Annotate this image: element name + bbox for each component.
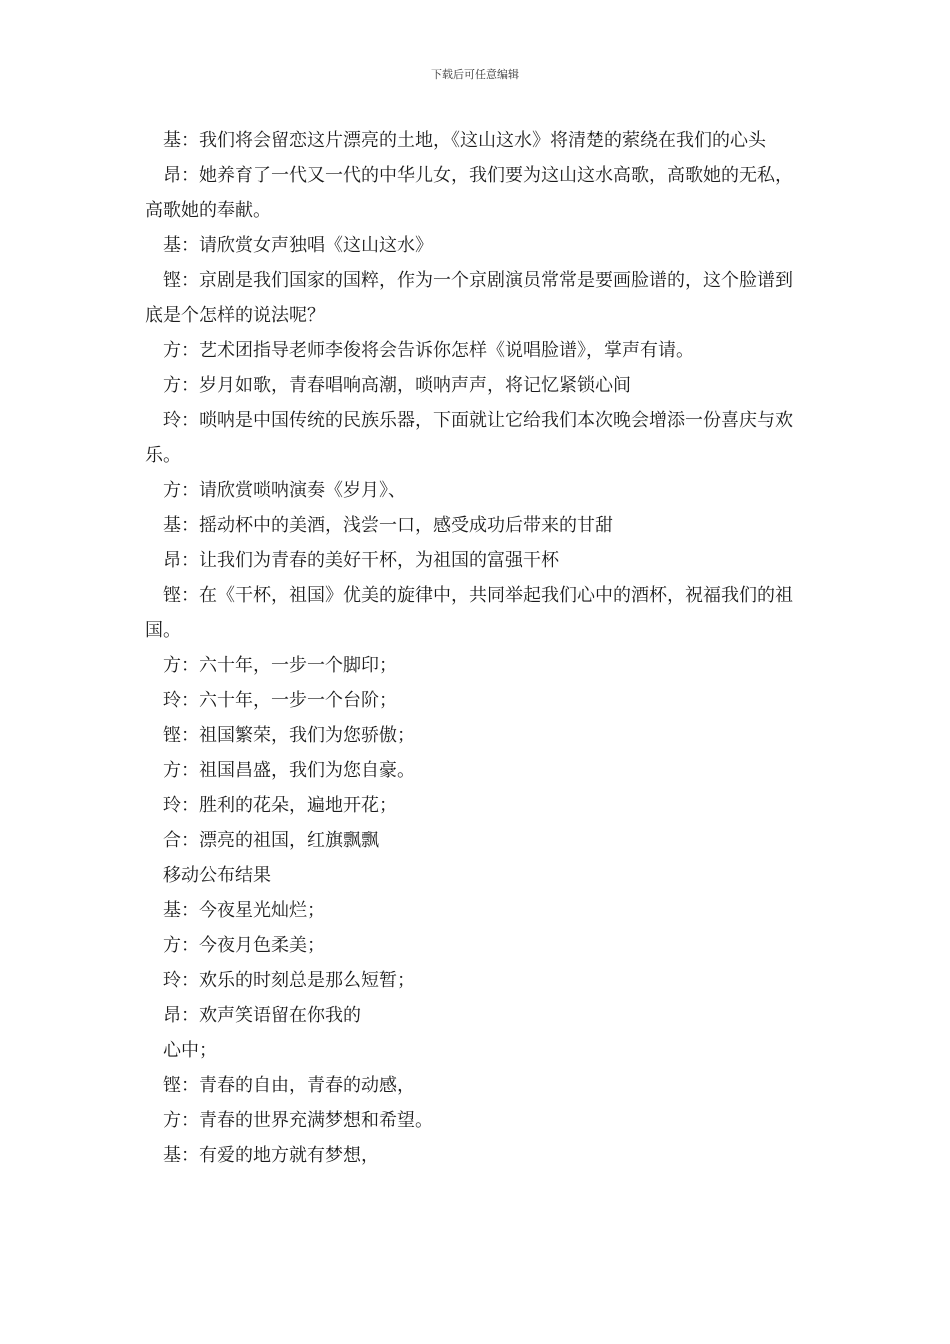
paragraph: 昂：欢声笑语留在你我的 bbox=[163, 1005, 361, 1026]
document-body bbox=[145, 123, 810, 1173]
paragraph: 合：漂亮的祖国，红旗飘飘 bbox=[163, 830, 379, 851]
paragraph: 方：青春的世界充满梦想和希望。 bbox=[163, 1110, 433, 1131]
paragraph: 玲：欢乐的时刻总是那么短暂； bbox=[163, 970, 415, 991]
paragraph: 铿：青春的自由，青春的动感， bbox=[163, 1075, 415, 1096]
paragraph: 方：岁月如歌，青春唱响高潮，唢呐声声，将记忆紧锁心间 bbox=[163, 375, 631, 396]
paragraph: 方：六十年，一步一个脚印； bbox=[163, 655, 397, 676]
paragraph: 方：艺术团指导老师李俊将会告诉你怎样《说唱脸谱》，掌声有请。 bbox=[163, 340, 694, 361]
paragraph: 玲：胜利的花朵，遍地开花； bbox=[163, 795, 397, 816]
paragraph: 基：我们将会留恋这片漂亮的土地，《这山这水》将清楚的萦绕在我们的心头 bbox=[163, 130, 766, 151]
paragraph: 铿：京剧是我们国家的国粹，作为一个京剧演员常常是要画脸谱的，这个脸谱到底是个怎样的说法呢？ bbox=[145, 270, 793, 326]
paragraph: 铿：在《干杯，祖国》优美的旋律中，共同举起我们心中的酒杯，祝福我们的祖国。 bbox=[145, 585, 793, 641]
paragraph: 玲：唢呐是中国传统的民族乐器，下面就让它给我们本次晚会增添一份喜庆与欢乐。 bbox=[145, 410, 793, 466]
paragraph: 方：今夜月色柔美； bbox=[163, 935, 325, 956]
paragraph: 基：有爱的地方就有梦想， bbox=[163, 1145, 379, 1166]
paragraph: 铿：祖国繁荣，我们为您骄傲； bbox=[163, 725, 415, 746]
page-header: 下载后可任意编辑 bbox=[431, 68, 519, 81]
paragraph: 基：摇动杯中的美酒，浅尝一口，感受成功后带来的甘甜 bbox=[163, 515, 613, 536]
paragraph: 心中； bbox=[163, 1040, 217, 1061]
paragraph: 方：祖国昌盛，我们为您自豪。 bbox=[163, 760, 415, 781]
paragraph: 移动公布结果 bbox=[163, 865, 271, 886]
paragraph: 玲：六十年，一步一个台阶； bbox=[163, 690, 397, 711]
paragraph: 基：今夜星光灿烂； bbox=[163, 900, 325, 921]
paragraph: 方：请欣赏唢呐演奏《岁月》、 bbox=[163, 480, 406, 501]
paragraph: 昂：她养育了一代又一代的中华儿女，我们要为这山这水高歌，高歌她的无私，高歌她的奉献。 bbox=[145, 165, 793, 221]
paragraph: 基：请欣赏女声独唱《这山这水》 bbox=[163, 235, 433, 256]
paragraph: 昂：让我们为青春的美好干杯，为祖国的富强干杯 bbox=[163, 550, 559, 571]
